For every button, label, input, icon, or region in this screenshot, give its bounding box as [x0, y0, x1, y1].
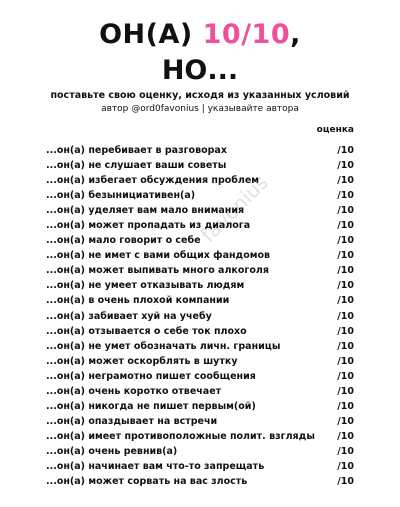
item-score: /10	[337, 430, 354, 442]
item-score: /10	[337, 220, 354, 232]
author-credit: автор @ord0favonius | указывайте автора	[101, 104, 299, 114]
list-item	[46, 263, 356, 278]
list-item	[46, 474, 356, 489]
item-text: ...он(а) начинает вам что-то запрещать	[46, 461, 265, 472]
list-item	[46, 143, 356, 158]
item-text: ...он(а) забивает хуй на учебу	[46, 310, 212, 322]
item-text: ...он(а) очень ревнив(а)	[46, 445, 178, 457]
list-item	[46, 278, 356, 293]
list-item	[46, 188, 356, 203]
list-item	[46, 429, 356, 444]
item-text: ...он(а) может сорвать на вас злость	[46, 476, 248, 488]
list-item	[46, 293, 356, 308]
column-header-score: оценка	[316, 125, 354, 135]
item-text: ...он(а) очень коротко отвечает	[46, 385, 222, 397]
list-item	[46, 459, 356, 474]
item-score: /10	[337, 175, 354, 187]
item-score: /10	[337, 445, 354, 457]
item-text: ...он(а) может пропадать из диалога	[46, 220, 251, 232]
list-item	[46, 158, 356, 173]
item-text: ...он(а) никогда не пишет первым(ой)	[46, 400, 256, 412]
item-score: /10	[337, 340, 354, 352]
item-score: /10	[337, 280, 354, 292]
list-item	[46, 309, 356, 324]
item-text: ...он(а) не слушает ваши советы	[46, 160, 227, 172]
item-score: /10	[337, 461, 354, 472]
title-text: ОН(А)	[99, 19, 193, 50]
list-item	[46, 354, 356, 369]
item-text: ...он(а) уделяет вам мало внимания	[46, 205, 245, 217]
item-score: /10	[337, 205, 354, 217]
item-text: ...он(а) имеет противоположные полит. взгляды	[46, 430, 315, 442]
list-item	[46, 414, 356, 429]
item-text: ...он(а) опаздывает на встречи	[46, 415, 218, 427]
item-score: /10	[337, 476, 354, 488]
item-score: /10	[337, 325, 354, 337]
item-score: /10	[337, 190, 354, 202]
page-title	[0, 18, 400, 52]
item-score: /10	[337, 415, 354, 427]
item-text: ...он(а) может оскорблять в шутку	[46, 355, 238, 367]
item-score: /10	[337, 295, 354, 307]
item-score: /10	[337, 385, 354, 397]
list-item	[46, 384, 356, 399]
item-text: ...он(а) не имет с вами общих фандомов	[46, 250, 271, 262]
item-score: /10	[337, 355, 354, 367]
list-item	[46, 173, 356, 188]
item-score: /10	[337, 145, 354, 157]
item-text: ...он(а) не умет обозначать личн. границы	[46, 340, 281, 352]
item-score: /10	[337, 265, 354, 277]
title-score: 10/10	[202, 19, 291, 50]
item-text: ...он(а) мало говорит о себе	[46, 235, 201, 247]
list-item	[46, 218, 356, 233]
list-item	[46, 248, 356, 263]
item-score: /10	[337, 400, 354, 412]
item-text: ...он(а) неграмотно пишет сообщения	[46, 370, 256, 382]
title-comma: ,	[290, 19, 301, 50]
item-score: /10	[337, 370, 354, 382]
list-item	[46, 233, 356, 248]
subtitle: поставьте свою оценку, исходя из указанных условий	[50, 90, 350, 101]
item-text: ...он(а) в очень плохой компании	[46, 295, 230, 307]
item-text: ...он(а) перебивает в разговорах	[46, 145, 227, 157]
item-text: ...он(а) не умеет отказывать людям	[46, 280, 245, 292]
item-score: /10	[337, 310, 354, 322]
rating-list	[46, 143, 356, 489]
item-text: ...он(а) отзывается о себе ток плохо	[46, 325, 247, 337]
list-item	[46, 369, 356, 384]
item-score: /10	[337, 235, 354, 247]
item-score: /10	[337, 250, 354, 262]
item-text: ...он(а) избегает обсуждения проблем	[46, 175, 260, 187]
item-text: ...он(а) безынициативен(а)	[46, 190, 196, 202]
list-item	[46, 399, 356, 414]
list-item	[46, 339, 356, 354]
list-item	[46, 324, 356, 339]
watermark: favonius	[196, 170, 273, 247]
page-title-line2: НО...	[161, 55, 239, 86]
item-text: ...он(а) может выпивать много алкоголя	[46, 265, 269, 277]
list-item	[46, 444, 356, 459]
item-score: /10	[337, 160, 354, 172]
list-item	[46, 203, 356, 218]
